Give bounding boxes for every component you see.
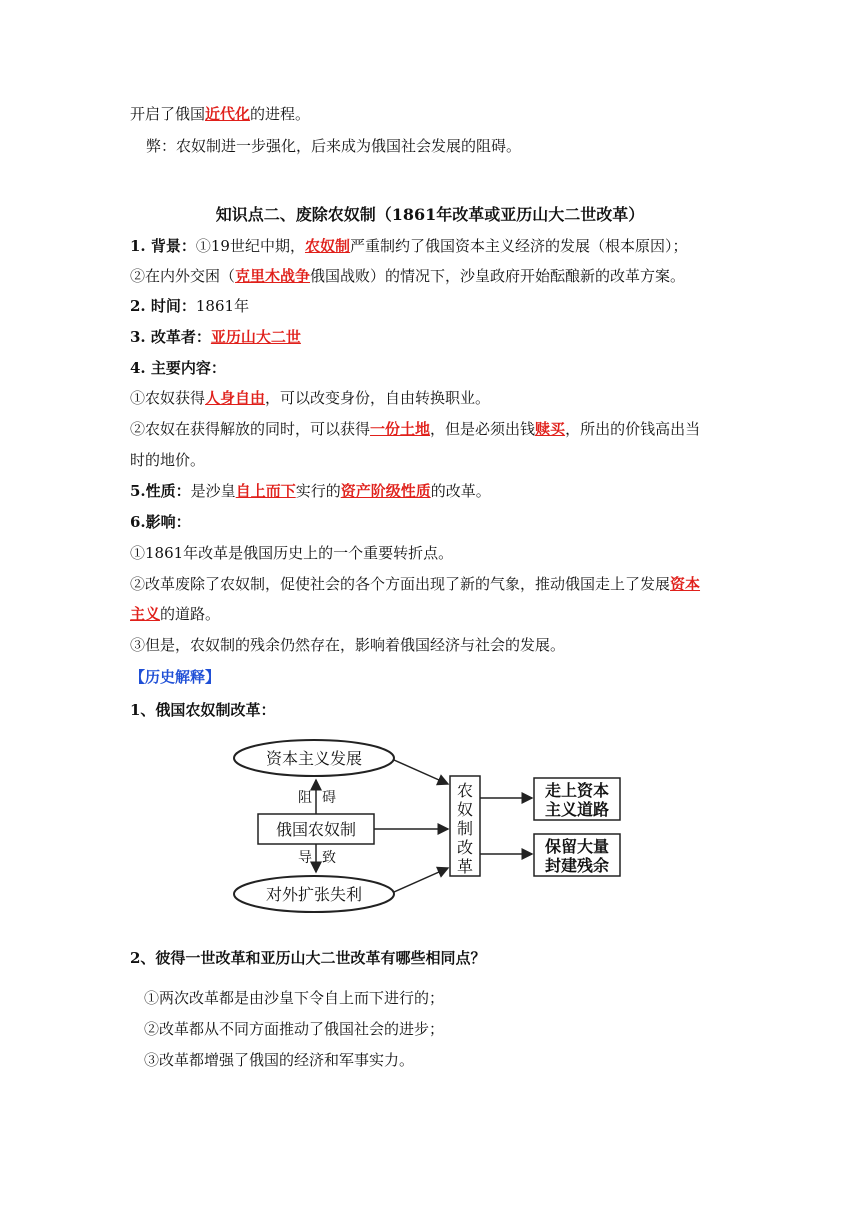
impact-item-2: ②改革废除了农奴制，促使社会的各个方面出现了新的气象，推动俄国走上了发展资本 [130,575,701,593]
serfdom-label: 俄国农奴制 [275,820,357,839]
answer-item: ①两次改革都是由沙皇下令自上而下进行的； [144,989,445,1007]
reform-char: 农 [456,781,474,800]
text-line: 弊：农奴制进一步强化，后来成为俄国社会发展的阻碍。 [146,137,522,155]
history-explanation-header: 【历史解释】 [130,668,221,686]
hinder-label-2: 碍 [322,790,336,806]
result-feudal-line1: 保留大量 [544,837,610,856]
content-item-2-cont: 时的地价。 [130,451,206,469]
content-item-1: ①农奴获得人身自由，可以改变身份，自由转换职业。 [130,389,491,407]
background-line-2: ②在内外交困（克里木战争俄国战败）的情况下，沙皇政府开始酝酿新的改革方案。 [130,267,686,285]
highlight-term: 自上而下 [235,482,296,500]
reform-char: 革 [456,857,474,876]
highlight-term: 资本 [670,575,701,593]
result-capitalism-line1: 走上资本 [544,781,610,800]
arrow-top-to-reform [394,760,448,784]
expansion-failure-label: 对外扩张失利 [265,885,363,904]
impact-item-3: ③但是，农奴制的残余仍然存在，影响着俄国经济与社会的发展。 [130,636,566,654]
content-item-2: ②农奴在获得解放的同时，可以获得一份土地，但是必须出钱赎买，所出的价钱高出当 [130,420,701,438]
question-2: 2、彼得一世改革和亚历山大二世改革有哪些相同点？ [130,949,486,967]
time-line: 2. 时间：1861年 [130,297,250,315]
highlight-term: 近代化 [205,105,251,123]
capitalism-development-label: 资本主义发展 [265,749,363,768]
answer-item: ②改革都从不同方面推动了俄国社会的进步； [144,1020,445,1038]
section-title: 知识点二、废除农奴制（1861年改革或亚历山大二世改革） [215,205,645,224]
impact-label: 6.影响： [130,513,191,531]
highlight-term: 主义 [130,605,161,623]
highlight-term: 赎买 [535,420,566,438]
result-feudal-line2: 封建残余 [544,856,610,875]
reform-char: 奴 [456,800,474,819]
text-line: 开启了俄国近代化的进程。 [130,105,311,123]
question-1: 1、俄国农奴制改革： [130,701,276,719]
result-capitalism-line2: 主义道路 [544,800,610,819]
reformer-line: 3. 改革者：亚历山大二世 [130,328,301,346]
lead-label-2: 致 [322,850,336,866]
answer-item: ③改革都增强了俄国的经济和军事实力。 [144,1051,415,1069]
highlight-term: 一份土地 [370,420,431,438]
content-label: 4. 主要内容： [130,359,226,377]
highlight-term: 农奴制 [304,237,350,255]
serfdom-reform-diagram [228,734,632,914]
impact-item-2-cont: 主义的道路。 [130,605,221,623]
hinder-label-1: 阻 [298,790,312,806]
reform-char: 制 [456,819,474,838]
background-line-1: 1. 背景：①19世纪中期，农奴制严重制约了俄国资本主义经济的发展（根本原因）； [130,237,688,255]
highlight-term: 亚历山大二世 [210,328,301,346]
highlight-term: 人身自由 [205,389,266,407]
nature-line: 5.性质：是沙皇自上而下实行的资产阶级性质的改革。 [130,482,491,500]
highlight-term: 克里木战争 [235,267,311,285]
impact-item-1: ①1861年改革是俄国历史上的一个重要转折点。 [130,544,454,562]
reform-char: 改 [456,838,474,857]
arrow-bottom-to-reform [394,868,448,892]
lead-label-1: 导 [298,850,312,866]
highlight-term: 资产阶级性质 [340,482,431,500]
